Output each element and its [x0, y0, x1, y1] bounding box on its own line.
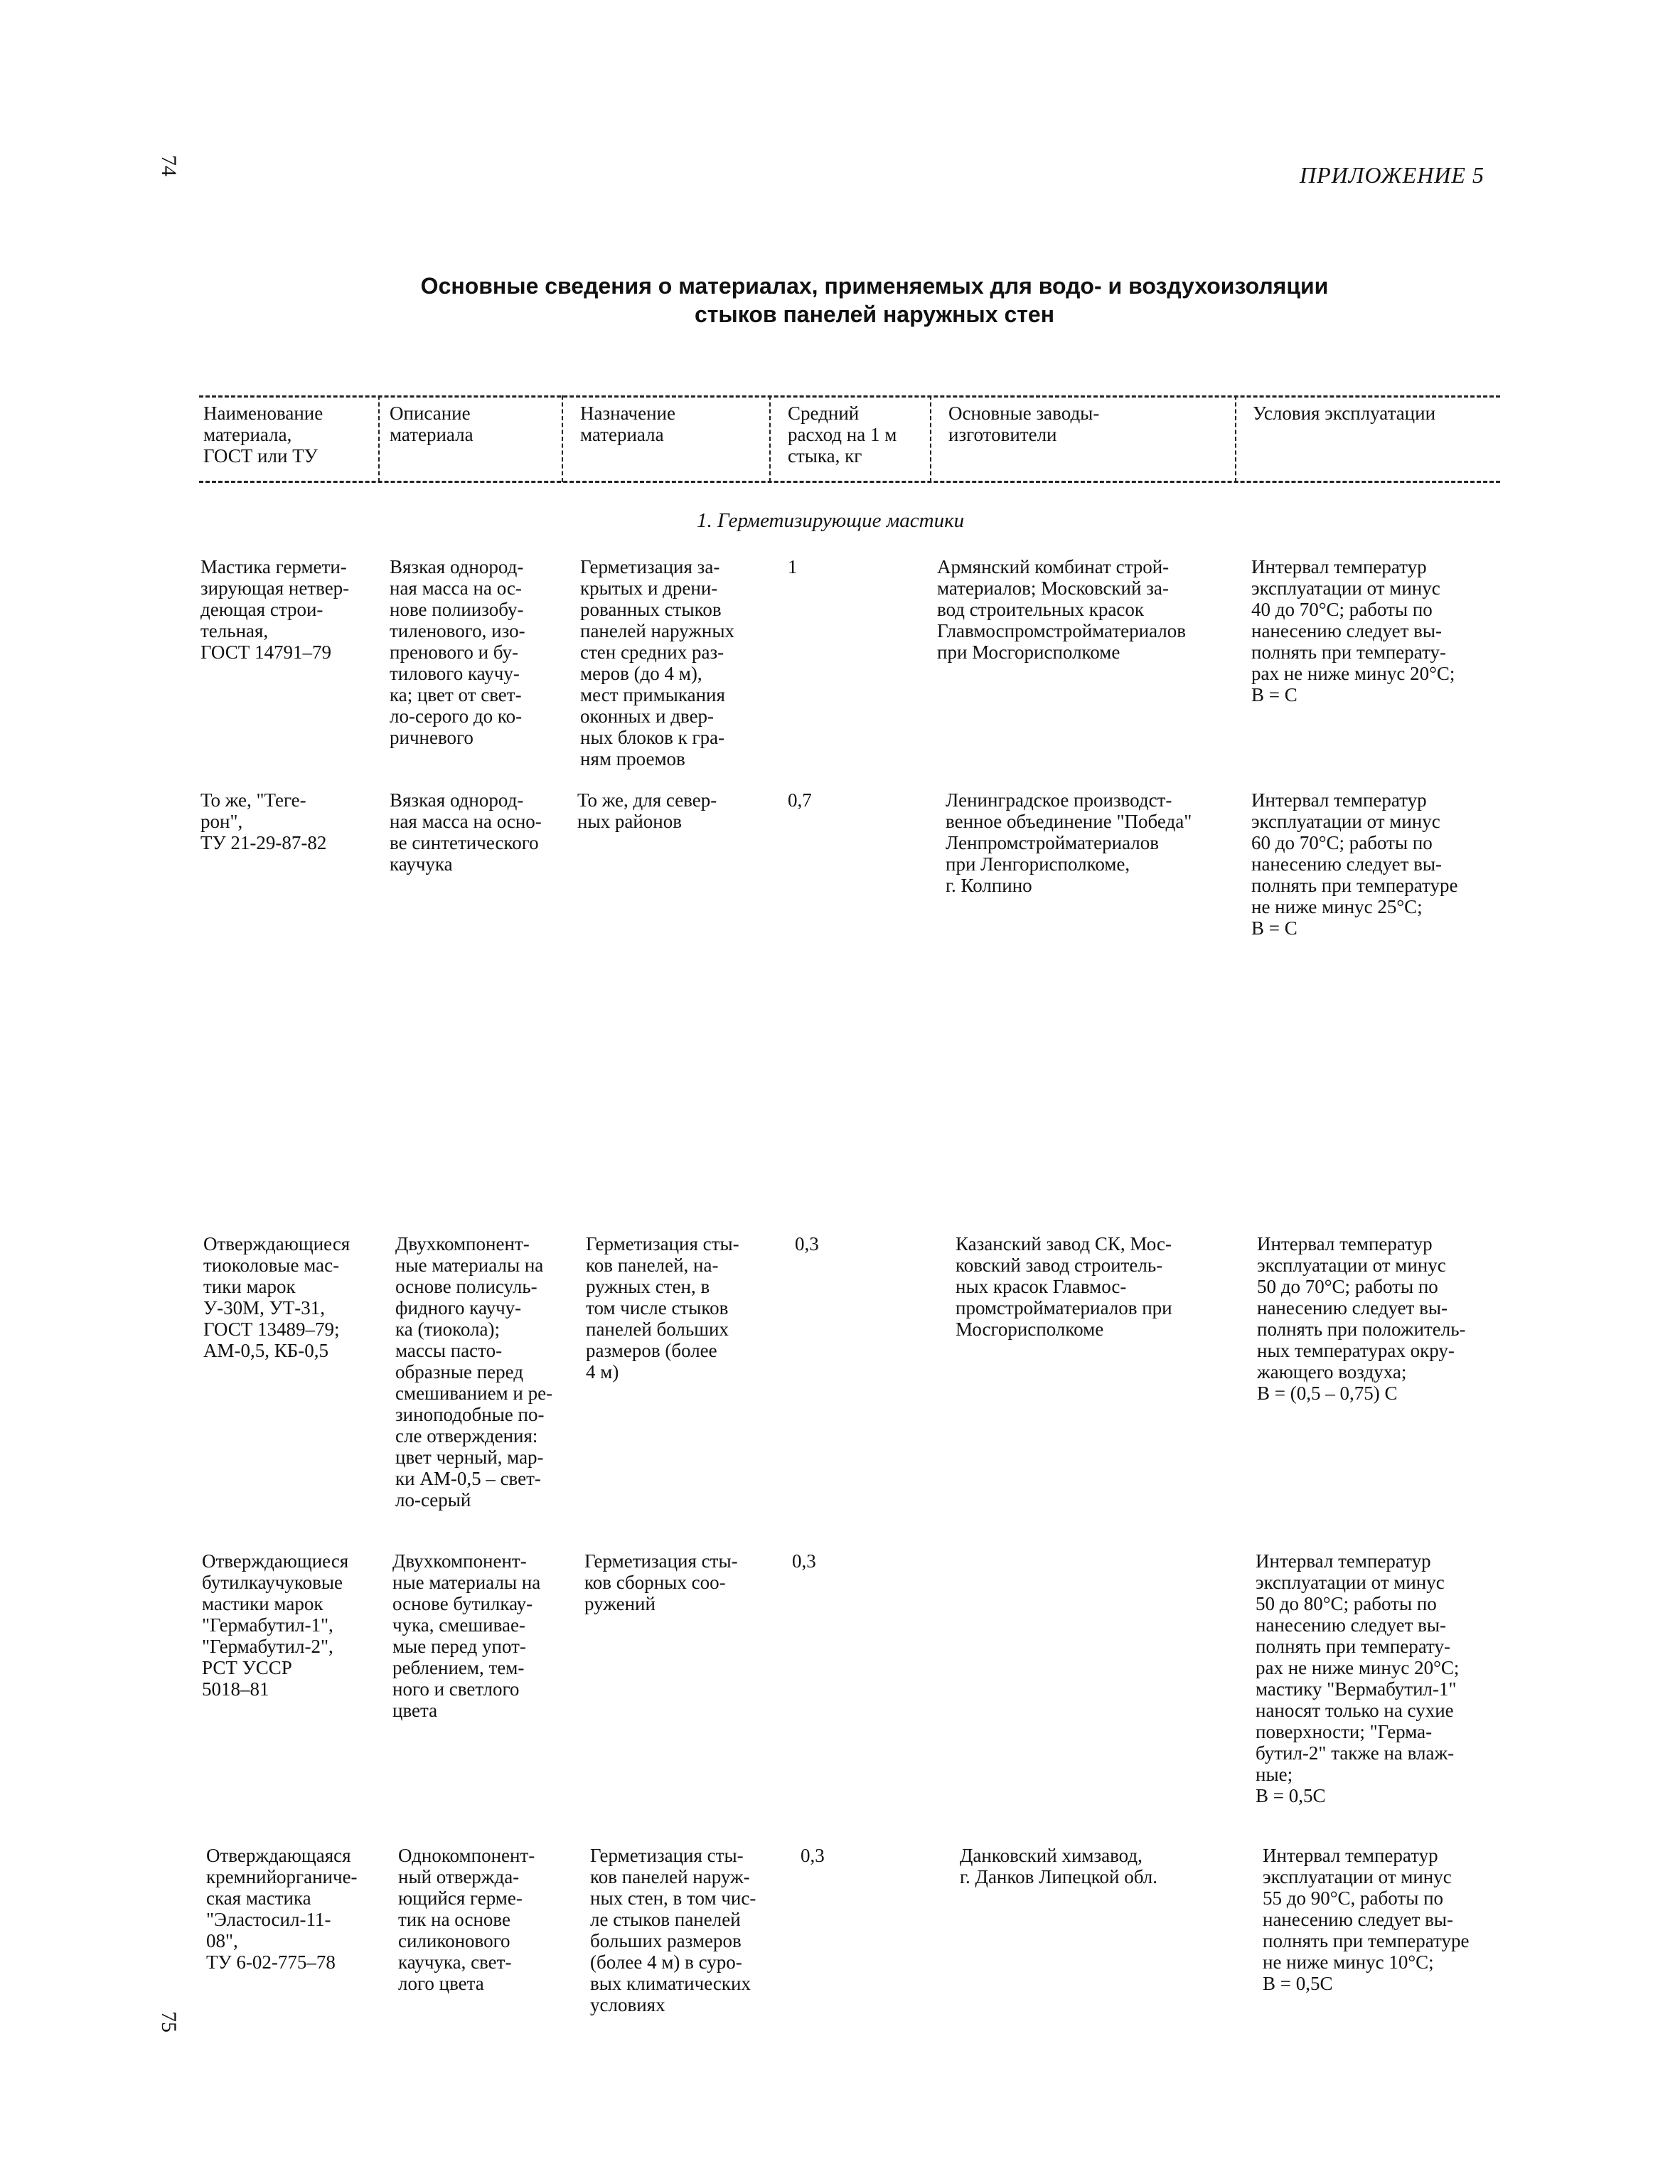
document-title-line-2: стыков панелей наружных стен [694, 302, 1055, 327]
table-header-divider [378, 395, 380, 482]
appendix-label: ПРИЛОЖЕНИЕ 5 [1300, 162, 1484, 188]
cell-manufacturers: Данковский химзавод, г. Данков Липецкой обл. [960, 1845, 1158, 1887]
cell-purpose: Герметизация сты- ков панелей, на- ружных стен, в том числе стыков панелей больших размеров (более 4 м) [586, 1233, 739, 1383]
cell-manufacturers: Казанский завод СК, Мос- ковский завод строитель- ных красок Главмос- промстройматериалов при Мосгорисполкоме [956, 1233, 1172, 1340]
cell-name: Отверждающиеся бутилкаучуковые мастики марок "Гермабутил-1", "Гермабутил-2", РСТ УССР 5018–81 [202, 1550, 349, 1700]
cell-purpose: Герметизация сты- ков сборных соо- ружений [584, 1550, 738, 1614]
cell-description: Двухкомпонент- ные материалы на основе полисуль- фидного каучу- ка (тиокола); массы пасто- образные перед смешиванием и ре- зиноподобные по- сле отверждения: цвет черный, мар- ки АМ-0,5 – свет- ло-серый [395, 1233, 553, 1511]
cell-consumption: 0,7 [788, 789, 812, 811]
document-title-line-1: Основные сведения о материалах, применяемых для водо- и воздухоизоляции [420, 273, 1329, 299]
column-header-description: Описание материала [390, 403, 473, 445]
cell-name: То же, "Теге- рон", ТУ 21-29-87-82 [200, 789, 327, 853]
column-header-name: Наименование материала, ГОСТ или ТУ [203, 403, 323, 467]
column-header-manufacturers: Основные заводы- изготовители [948, 403, 1100, 445]
cell-conditions: Интервал температур эксплуатации от минус 50 до 80°С; работы по нанесению следует вы- полнять при температу- рах не ниже минус 20°С; мастику "Вермабутил-1" наносят только на сухие поверхности; "Герма- бутил-2" также на влаж- ные; B = 0,5C [1256, 1550, 1460, 1806]
page-number-bottom: 75 [157, 2011, 181, 2033]
cell-description: Двухкомпонент- ные материалы на основе бутилкау- чука, смешивае- мые перед упот- реблением, тем- ного и светлого цвета [392, 1550, 541, 1721]
cell-name: Мастика гермети- зирующая нетвер- деющая строи- тельная, ГОСТ 14791–79 [200, 556, 350, 663]
cell-conditions: Интервал температур эксплуатации от минус 55 до 90°С, работы по нанесению следует вы- полнять при температуре не ниже минус 10°С; B = 0,5C [1263, 1845, 1470, 1994]
cell-description: Вязкая однород- ная масса на осно- ве синтетического каучука [390, 789, 542, 875]
column-header-consumption: Средний расход на 1 м стыка, кг [788, 403, 897, 467]
column-header-conditions: Условия эксплуатации [1253, 403, 1436, 424]
cell-purpose: То же, для север- ных районов [577, 789, 717, 832]
cell-name: Отверждающиеся тиоколовые мас- тики марок У-30М, УТ-31, ГОСТ 13489–79; АМ-0,5, КБ-0,5 [203, 1233, 351, 1361]
cell-consumption: 0,3 [801, 1845, 825, 1866]
cell-purpose: Герметизация сты- ков панелей наруж- ных стен, в том чис- ле стыков панелей больших размеров (более 4 м) в суро- вых климатических условиях [590, 1845, 756, 2015]
table-header-divider [1235, 395, 1236, 482]
table-header-divider [769, 395, 771, 482]
table-header-bottom-rule [199, 481, 1500, 483]
column-header-purpose: Назначение материала [580, 403, 675, 445]
table-header-divider [562, 395, 563, 482]
cell-conditions: Интервал температур эксплуатации от минус 60 до 70°С; работы по нанесению следует вы- полнять при температуре не ниже минус 25°С; B = C [1251, 789, 1458, 939]
cell-consumption: 1 [788, 556, 798, 577]
cell-purpose: Герметизация за- крытых и дрени- рованных стыков панелей наружных стен средних раз- меров (до 4 м), мест примыкания оконных и двер- ных блоков к гра- ням проемов [580, 556, 734, 769]
cell-consumption: 0,3 [795, 1233, 819, 1255]
cell-name: Отверждающаяся кремнийорганиче- ская мастика "Эластосил-11- 08", ТУ 6-02-775–78 [206, 1845, 358, 1973]
cell-conditions: Интервал температур эксплуатации от минус 50 до 70°С; работы по нанесению следует вы- полнять при положитель- ных температурах окру- жающего воздуха; B = (0,5 – 0,75) C [1257, 1233, 1466, 1404]
cell-manufacturers: Ленинградское производст- венное объединение "Победа" Ленпромстройматериалов при Ленгорисполкоме, г. Колпино [946, 789, 1192, 896]
cell-consumption: 0,3 [792, 1550, 816, 1572]
cell-manufacturers: Армянский комбинат строй- материалов; Московский за- вод строительных красок Главмоспромстройматериалов при Мосгорисполкоме [937, 556, 1187, 663]
cell-description: Однокомпонент- ный отвержда- ющийся герме- тик на основе силиконового каучука, свет- лого цвета [398, 1845, 535, 1994]
cell-conditions: Интервал температур эксплуатации от минус 40 до 70°С; работы по нанесению следует вы- полнять при температу- рах не ниже минус 20°С; B = C [1251, 556, 1455, 705]
table-header-divider [930, 395, 931, 482]
table-header-top-rule [199, 395, 1500, 398]
page-number-top: 74 [157, 155, 181, 176]
cell-description: Вязкая однород- ная масса на ос- нове полиизобу- тиленового, изо- пренового и бу- тилового каучу- ка; цвет от свет- ло-серого до ко- ричневого [390, 556, 525, 748]
section-title: 1. Герметизирующие мастики [697, 509, 965, 532]
